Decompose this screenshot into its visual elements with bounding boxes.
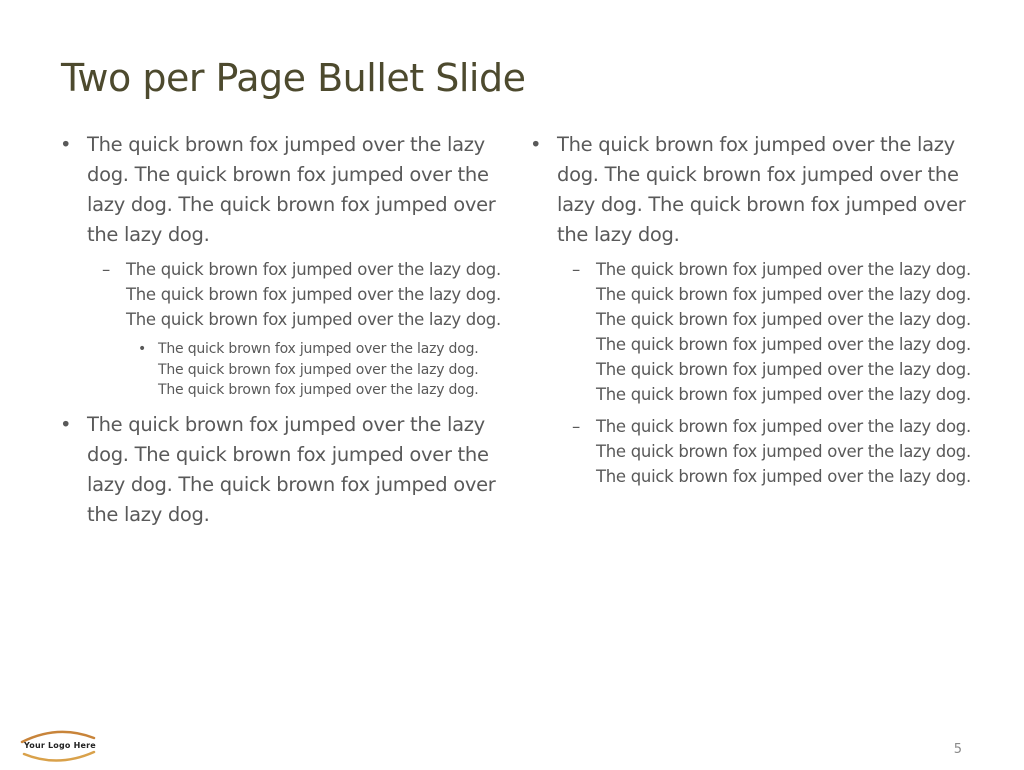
bullet-text: The quick brown fox jumped over the lazy dog. The quick brown fox jumped over the lazy dog. The quick brown fox jumped over the lazy dog. <box>596 417 971 486</box>
dash-marker: – <box>102 260 110 279</box>
bullet-level-2 <box>528 414 978 489</box>
bullet-marker: • <box>60 412 72 436</box>
slide-title: Two per Page Bullet Slide <box>61 56 526 100</box>
bullet-marker: • <box>60 133 72 156</box>
bullet-text: The quick brown fox jumped over the lazy dog. The quick brown fox jumped over the lazy dog. The quick brown fox jumped over the lazy dog. <box>87 412 496 526</box>
bullet-text: The quick brown fox jumped over the lazy dog. The quick brown fox jumped over the lazy dog. The quick brown fox jumped over the lazy dog. <box>557 133 966 246</box>
bullet-level-2 <box>58 257 508 332</box>
page-number: 5 <box>953 742 962 757</box>
right-column <box>528 130 978 496</box>
bullet-level-1 <box>58 130 508 250</box>
left-column <box>58 130 508 537</box>
dash-marker: – <box>572 260 580 279</box>
bullet-level-2 <box>528 257 978 407</box>
bullet-text: The quick brown fox jumped over the lazy dog. The quick brown fox jumped over the lazy dog. The quick brown fox jumped over the lazy dog. The quick brown fox jumped over the lazy dog. The quick brown fox jumped over the lazy dog. The quick brown fox jumped over the lazy dog. <box>596 260 971 404</box>
bullet-level-1 <box>58 410 508 530</box>
bullet-text: The quick brown fox jumped over the lazy dog. The quick brown fox jumped over the lazy dog. The quick brown fox jumped over the lazy dog. <box>87 133 496 246</box>
dash-marker: – <box>572 417 580 436</box>
company-logo <box>18 726 100 766</box>
bullet-level-3 <box>58 339 508 401</box>
bullet-marker: • <box>138 341 147 357</box>
bullet-level-1 <box>528 130 978 250</box>
bullet-text: The quick brown fox jumped over the lazy dog. The quick brown fox jumped over the lazy dog. The quick brown fox jumped over the lazy dog. <box>126 260 501 329</box>
bullet-marker: • <box>530 133 542 156</box>
bullet-text: The quick brown fox jumped over the lazy dog. The quick brown fox jumped over the lazy dog. The quick brown fox jumped over the lazy dog. <box>158 341 479 398</box>
logo-text: Your Logo Here <box>24 741 96 750</box>
